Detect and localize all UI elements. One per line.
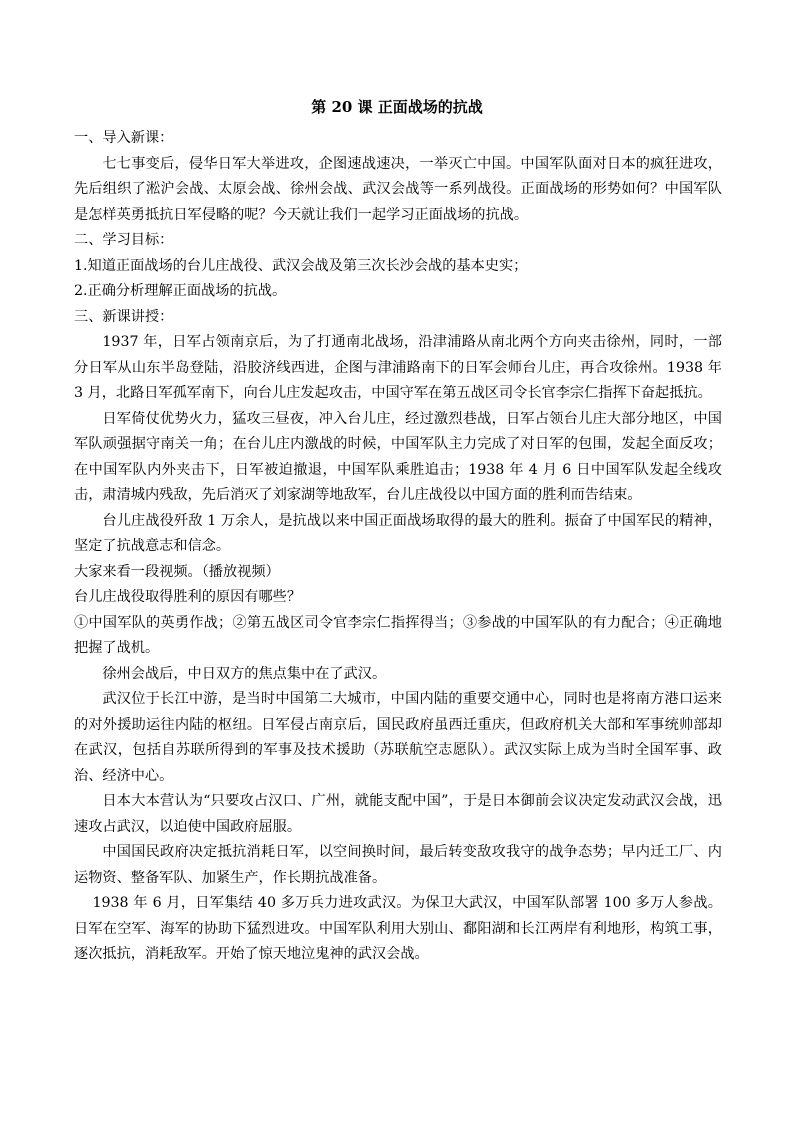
intro-paragraph: 七七事变后，侵华日军大举进攻，企图速战速决，一举灭亡中国。中国军队面对日本的疯狂进攻，先后组织了淞沪会战、太原会战、徐州会战、武汉会战等一系列战役。正面战场的形势如何？中国军队是怎样英勇抵抗日军侵略的呢？今天就让我们一起学习正面战场的抗战。 xyxy=(74,155,722,223)
answer-paragraph: ①中国军队的英勇作战；②第五战区司令官李宗仁指挥得当；③参战的中国军队的有力配合；④正确地把握了战机。 xyxy=(74,614,722,656)
lesson-heading: 三、新课讲授： xyxy=(74,308,174,325)
lesson-paragraph-8: 1938 年 6 月，日军集结 40 多万兵力进攻武汉。为保卫大武汉，中国军队部署 100 多万人参战。日军在空军、海军的协助下猛烈进攻。中国军队利用大别山、鄱阳湖和长江两岸有利地形，构筑工事，逐次抵抗，消耗敌军。开始了惊天地泣鬼神的武汉会战。 xyxy=(74,895,722,962)
lesson-paragraph-6: 日本大本营认为“只要攻占汉口、广州，就能支配中国”，于是日本御前会议决定发动武汉会战，迅速攻占武汉，以迫使中国政府屈服。 xyxy=(74,793,722,835)
lesson-paragraph-2: 日军倚仗优势火力，猛攻三昼夜，冲入台儿庄，经过激烈巷战，日军占领台儿庄大部分地区，中国军队顽强据守南关一角；在台儿庄内激战的时候，中国军队主力完成了对日军的包围，发起全面反攻；在中国军队内外夹击下，日军被迫撤退，中国军队乘胜追击；1938 年 4 月 6 日中国军队发起全线攻击，肃清城内残敌，先后消灭了刘家湖等地敌军，台儿庄战役以中国方面的胜利而告结束。 xyxy=(74,410,722,503)
question-line: 台儿庄战役取得胜利的原因有哪些？ xyxy=(74,589,302,605)
lesson-paragraph-5: 武汉位于长江中游，是当时中国第二大城市，中国内陆的重要交通中心，同时也是将南方港口运来的对外援助运往内陆的枢纽。日军侵占南京后，国民政府虽西迁重庆，但政府机关大部和军事统帅部却在武汉，包括自苏联所得到的军事及技术援助（苏联航空志愿队）。武汉实际上成为当时全国军事、政治、经济中心。 xyxy=(74,691,722,784)
goal-item-1: 1.知道正面战场的台儿庄战役、武汉会战及第三次长沙会战的基本史实； xyxy=(74,257,528,274)
lesson-paragraph-4: 徐州会战后，中日双方的焦点集中在了武汉。 xyxy=(102,665,387,682)
lesson-paragraph-7: 中国国民政府决定抵抗消耗日军，以空间换时间，最后转变敌攻我守的战争态势；早内迁工厂、内运物资、整备军队、加紧生产，作长期抗战准备。 xyxy=(74,844,722,886)
document-body xyxy=(74,126,722,968)
goals-heading: 二、学习目标： xyxy=(74,232,174,248)
lesson-paragraph-3: 台儿庄战役歼敌 1 万余人，是抗战以来中国正面战场取得的最大的胜利。振奋了中国军民的精神，坚定了抗战意志和信念。 xyxy=(74,512,722,554)
intro-heading: 一、导入新课： xyxy=(74,130,174,146)
page-title: 第 20 课 正面战场的抗战 xyxy=(311,98,483,116)
lesson-paragraph-1: 1937 年，日军占领南京后，为了打通南北战场，沿津浦路从南北两个方向夹击徐州，同时，一部分日军从山东半岛登陆，沿胶济线西进，企图与津浦路南下的日军会师台儿庄，再合攻徐州。1938 年 3 月，北路日军孤军南下，向台儿庄发起攻击，中国守军在第五战区司令长官李宗仁指挥下奋起抵抗。 xyxy=(74,334,722,401)
goal-item-2: 2.正确分析理解正面战场的抗战。 xyxy=(74,283,287,299)
video-line: 大家来看一段视频。（播放视频） xyxy=(74,563,280,580)
